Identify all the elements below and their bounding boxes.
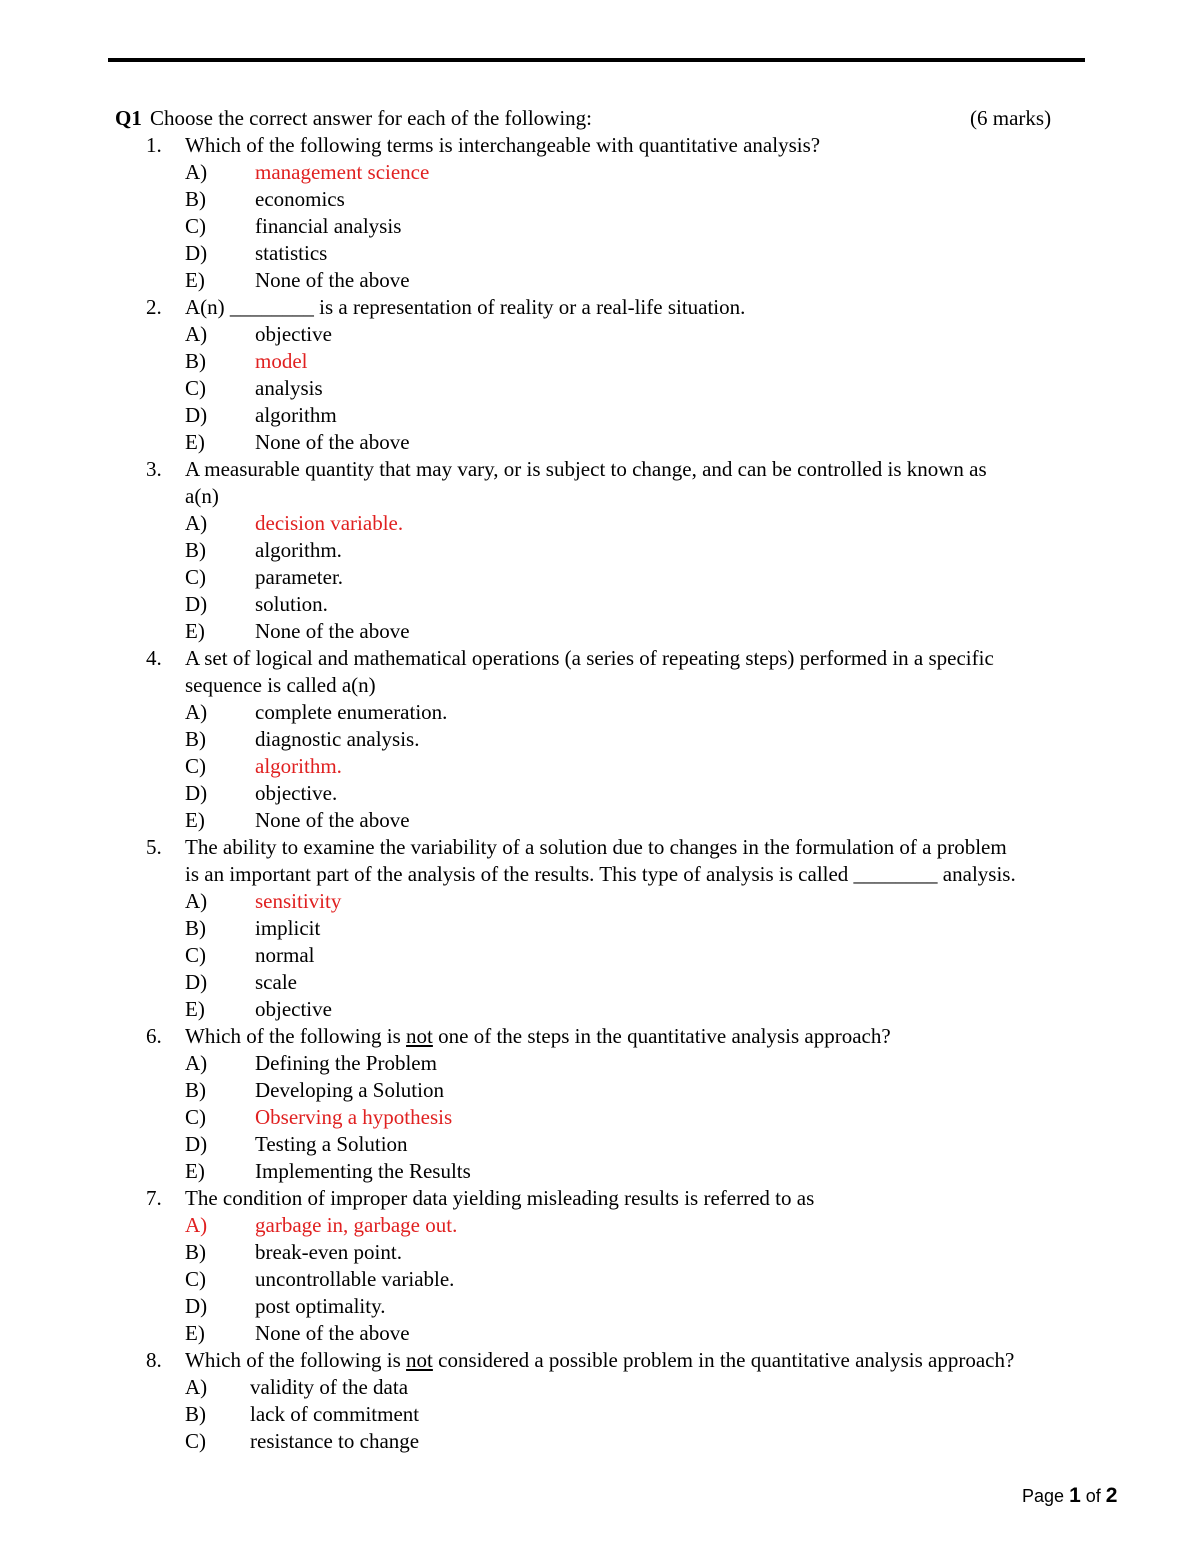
option-text: uncontrollable variable. (255, 1267, 455, 1291)
question-7 (0, 1185, 1200, 1347)
option-text: implicit (255, 916, 321, 940)
question-text (185, 1023, 891, 1050)
option-letter: D) (185, 241, 208, 265)
option-letter: B) (185, 187, 206, 211)
answer-option (0, 1104, 1200, 1131)
option-text: Defining the Problem (255, 1051, 437, 1075)
option-letter: A) (185, 889, 208, 913)
option-text: scale (255, 970, 297, 994)
question-number: 8. (146, 1348, 162, 1372)
option-letter: D) (185, 781, 208, 805)
question-stem (0, 132, 1200, 159)
option-letter: B) (185, 1240, 206, 1264)
answer-option (0, 807, 1200, 834)
answer-option (0, 240, 1200, 267)
question-4 (0, 645, 1200, 834)
option-text: parameter. (255, 565, 344, 589)
answer-option (0, 618, 1200, 645)
correct-answer: garbage in, garbage out. (255, 1213, 458, 1237)
option-letter: D) (185, 1294, 208, 1318)
option-letter: D) (185, 970, 208, 994)
page-total: 2 (1105, 1484, 1118, 1507)
option-text: lack of commitment (250, 1402, 420, 1426)
question-number: 5. (146, 835, 162, 859)
question-number: 4. (146, 646, 162, 670)
option-text: objective (255, 322, 332, 346)
answer-option (0, 1050, 1200, 1077)
option-text: objective. (255, 781, 338, 805)
option-letter: E) (185, 430, 205, 454)
option-text: solution. (255, 592, 328, 616)
option-letter: A) (185, 1213, 208, 1237)
option-text: economics (255, 187, 345, 211)
question-number: 7. (146, 1186, 162, 1210)
option-letter: C) (185, 565, 206, 589)
answer-option (0, 564, 1200, 591)
correct-answer: Observing a hypothesis (255, 1105, 453, 1129)
option-letter: B) (185, 538, 206, 562)
answer-option (0, 699, 1200, 726)
option-letter: B) (185, 1078, 206, 1102)
answer-option (0, 213, 1200, 240)
option-text: validity of the data (250, 1375, 409, 1399)
option-text: normal (255, 943, 315, 967)
correct-answer: algorithm. (255, 754, 342, 778)
option-letter: A) (185, 700, 208, 724)
question-8 (0, 1347, 1200, 1455)
answer-option (0, 888, 1200, 915)
answer-option (0, 510, 1200, 537)
question-text: A measurable quantity that may vary, or is subject to change, and can be controlled is known as (185, 457, 987, 481)
option-text: None of the above (255, 619, 410, 643)
option-letter: E) (185, 1159, 205, 1183)
option-text: statistics (255, 241, 328, 265)
answer-option (0, 1266, 1200, 1293)
emphasis-underline: not (406, 1348, 433, 1372)
option-letter: E) (185, 268, 205, 292)
option-letter: E) (185, 1321, 205, 1345)
option-text: financial analysis (255, 214, 402, 238)
option-text: post optimality. (255, 1294, 386, 1318)
correct-answer: decision variable. (255, 511, 404, 535)
question-text: The condition of improper data yielding misleading results is referred to as (185, 1186, 815, 1210)
section-label: Q1 (115, 106, 142, 130)
correct-answer: sensitivity (255, 889, 342, 913)
answer-option (0, 969, 1200, 996)
answer-option (0, 402, 1200, 429)
option-letter: A) (185, 322, 208, 346)
option-letter: A) (185, 511, 208, 535)
answer-option (0, 1131, 1200, 1158)
option-text: complete enumeration. (255, 700, 448, 724)
option-text: diagnostic analysis. (255, 727, 420, 751)
option-letter: C) (185, 754, 206, 778)
answer-option (0, 1158, 1200, 1185)
section-heading (0, 105, 1200, 132)
answer-option (0, 780, 1200, 807)
question-number: 6. (146, 1024, 162, 1048)
question-text: a(n) (185, 484, 219, 508)
option-text: algorithm. (255, 538, 342, 562)
option-letter: B) (185, 727, 206, 751)
answer-option (0, 1401, 1200, 1428)
question-number: 2. (146, 295, 162, 319)
answer-option (0, 1320, 1200, 1347)
option-letter: E) (185, 619, 205, 643)
correct-answer: management science (255, 160, 430, 184)
question-3 (0, 456, 1200, 645)
option-letter: C) (185, 1105, 206, 1129)
question-text: A set of logical and mathematical operations (a series of repeating steps) performed in a specific (185, 646, 994, 670)
question-stem (0, 456, 1200, 483)
answer-option (0, 753, 1200, 780)
header-rule (108, 58, 1085, 62)
option-text: analysis (255, 376, 323, 400)
option-letter: C) (185, 943, 206, 967)
of-word: of (1085, 1486, 1101, 1506)
option-text: objective (255, 997, 332, 1021)
option-letter: A) (185, 1375, 208, 1399)
option-letter: B) (185, 349, 206, 373)
question-5 (0, 834, 1200, 1023)
answer-option (0, 1374, 1200, 1401)
question-stem (0, 1347, 1200, 1374)
answer-option (0, 537, 1200, 564)
question-text: The ability to examine the variability of a solution due to changes in the formulation of a problem (185, 835, 1007, 859)
option-text: algorithm (255, 403, 337, 427)
question-text (185, 1347, 1014, 1374)
option-letter: C) (185, 376, 206, 400)
question-number: 3. (146, 457, 162, 481)
question-stem-continued (0, 861, 1200, 888)
option-letter: B) (185, 916, 206, 940)
answer-option (0, 996, 1200, 1023)
answer-option (0, 591, 1200, 618)
question-text: A(n) ________ is a representation of reality or a real-life situation. (185, 295, 746, 319)
correct-answer: model (255, 349, 308, 373)
answer-option (0, 1293, 1200, 1320)
question-stem (0, 294, 1200, 321)
option-letter: E) (185, 808, 205, 832)
option-letter: A) (185, 160, 208, 184)
option-letter: E) (185, 997, 205, 1021)
question-text-part: Which of the following is (185, 1348, 407, 1372)
question-stem-continued (0, 672, 1200, 699)
answer-option (0, 348, 1200, 375)
option-letter: D) (185, 1132, 208, 1156)
answer-option (0, 375, 1200, 402)
answer-option (0, 915, 1200, 942)
question-text-part: considered a possible problem in the quantitative analysis approach? (432, 1348, 1015, 1372)
question-sheet (0, 105, 1200, 1455)
page-footer (1022, 1484, 1117, 1508)
option-letter: D) (185, 403, 208, 427)
page-word: Page (1022, 1486, 1065, 1506)
option-letter: B) (185, 1402, 206, 1426)
question-1 (0, 132, 1200, 294)
option-letter: C) (185, 1429, 206, 1453)
option-text: None of the above (255, 268, 410, 292)
answer-option (0, 1077, 1200, 1104)
answer-option (0, 429, 1200, 456)
answer-option (0, 1239, 1200, 1266)
option-letter: C) (185, 1267, 206, 1291)
question-stem (0, 834, 1200, 861)
answer-option (0, 159, 1200, 186)
option-text: None of the above (255, 430, 410, 454)
question-stem (0, 1185, 1200, 1212)
question-text: is an important part of the analysis of the results. This type of analysis is called ________ analysis. (185, 862, 1016, 886)
answer-option (0, 1428, 1200, 1455)
question-stem (0, 645, 1200, 672)
question-text-part: one of the steps in the quantitative analysis approach? (432, 1024, 891, 1048)
answer-option (0, 267, 1200, 294)
section-marks: (6 marks) (970, 106, 1052, 130)
page-number: 1 (1069, 1484, 1081, 1507)
option-letter: D) (185, 592, 208, 616)
question-stem (0, 1023, 1200, 1050)
question-stem-continued (0, 483, 1200, 510)
option-text: resistance to change (250, 1429, 420, 1453)
question-6 (0, 1023, 1200, 1185)
option-text: break-even point. (255, 1240, 402, 1264)
option-text: None of the above (255, 1321, 410, 1345)
answer-option (0, 726, 1200, 753)
option-text: None of the above (255, 808, 410, 832)
option-letter: A) (185, 1051, 208, 1075)
question-text-part: Which of the following is (185, 1024, 407, 1048)
question-text: Which of the following terms is interchangeable with quantitative analysis? (185, 133, 821, 157)
option-letter: C) (185, 214, 206, 238)
answer-option (0, 186, 1200, 213)
answer-option (0, 321, 1200, 348)
section-instruction: Choose the correct answer for each of the following: (150, 106, 593, 130)
option-text: Developing a Solution (255, 1078, 444, 1102)
question-2 (0, 294, 1200, 456)
option-text: Implementing the Results (255, 1159, 471, 1183)
question-list (0, 132, 1200, 1455)
question-text: sequence is called a(n) (185, 673, 376, 697)
option-text: Testing a Solution (255, 1132, 408, 1156)
emphasis-underline: not (406, 1024, 433, 1048)
answer-option (0, 1212, 1200, 1239)
answer-option (0, 942, 1200, 969)
question-number: 1. (146, 133, 162, 157)
